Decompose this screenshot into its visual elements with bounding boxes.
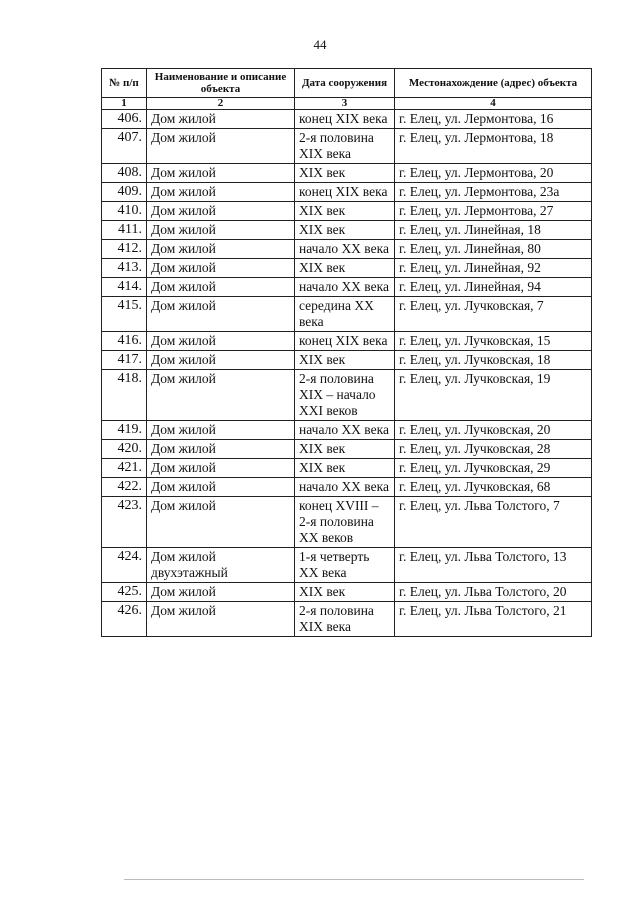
table-row (102, 332, 592, 351)
row-number: 412. (102, 240, 147, 259)
page-number: 44 (313, 37, 327, 52)
column-numbers-row (102, 98, 592, 110)
column-number: 4 (395, 98, 592, 110)
table-row (102, 240, 592, 259)
header-name: Наименование и описание объекта (147, 69, 295, 98)
bottom-rule (124, 879, 584, 880)
construction-date: 2-я половина XIX века (295, 129, 395, 164)
object-address: г. Елец, ул. Льва Толстого, 20 (395, 583, 592, 602)
object-name: Дом жилой (147, 421, 295, 440)
object-address: г. Елец, ул. Лучковская, 68 (395, 478, 592, 497)
construction-date: 2-я половина XIX века (295, 602, 395, 637)
table-row (102, 202, 592, 221)
object-address: г. Елец, ул. Лермонтова, 16 (395, 110, 592, 129)
object-address: г. Елец, ул. Льва Толстого, 21 (395, 602, 592, 637)
construction-date: конец XVIII – 2-я половина XX веков (295, 497, 395, 548)
row-number: 413. (102, 259, 147, 278)
table-body (102, 110, 592, 637)
construction-date: XIX век (295, 440, 395, 459)
table-row (102, 548, 592, 583)
object-name: Дом жилой (147, 370, 295, 421)
object-name: Дом жилой (147, 221, 295, 240)
object-name: Дом жилой (147, 183, 295, 202)
object-address: г. Елец, ул. Лермонтова, 20 (395, 164, 592, 183)
header-date: Дата сооружения (295, 69, 395, 98)
table-row (102, 183, 592, 202)
object-address: г. Елец, ул. Лучковская, 19 (395, 370, 592, 421)
object-name: Дом жилой (147, 497, 295, 548)
table-row (102, 278, 592, 297)
row-number: 415. (102, 297, 147, 332)
construction-date: XIX век (295, 583, 395, 602)
table-row (102, 259, 592, 278)
table-row (102, 221, 592, 240)
object-name: Дом жилой (147, 351, 295, 370)
row-number: 406. (102, 110, 147, 129)
construction-date: начало XX века (295, 240, 395, 259)
row-number: 423. (102, 497, 147, 548)
construction-date: начало XX века (295, 421, 395, 440)
object-name: Дом жилой (147, 332, 295, 351)
object-address: г. Елец, ул. Лучковская, 18 (395, 351, 592, 370)
object-address: г. Елец, ул. Льва Толстого, 13 (395, 548, 592, 583)
row-number: 410. (102, 202, 147, 221)
object-name: Дом жилой (147, 478, 295, 497)
table-row (102, 164, 592, 183)
object-address: г. Елец, ул. Лучковская, 7 (395, 297, 592, 332)
object-name: Дом жилой (147, 440, 295, 459)
row-number: 407. (102, 129, 147, 164)
object-address: г. Елец, ул. Льва Толстого, 7 (395, 497, 592, 548)
construction-date: середина XX века (295, 297, 395, 332)
construction-date: XIX век (295, 221, 395, 240)
object-name: Дом жилой (147, 240, 295, 259)
row-number: 416. (102, 332, 147, 351)
object-address: г. Елец, ул. Лучковская, 29 (395, 459, 592, 478)
object-address: г. Елец, ул. Лермонтова, 23а (395, 183, 592, 202)
table-row (102, 440, 592, 459)
column-number: 3 (295, 98, 395, 110)
object-name: Дом жилой (147, 259, 295, 278)
object-name: Дом жилой (147, 583, 295, 602)
object-address: г. Елец, ул. Линейная, 92 (395, 259, 592, 278)
object-name: Дом жилой (147, 297, 295, 332)
row-number: 409. (102, 183, 147, 202)
row-number: 426. (102, 602, 147, 637)
object-address: г. Елец, ул. Лучковская, 28 (395, 440, 592, 459)
table-row (102, 421, 592, 440)
table-row (102, 129, 592, 164)
table-header-row (102, 69, 592, 98)
table-row (102, 297, 592, 332)
construction-date: 2-я половина XIX – начало XXI веков (295, 370, 395, 421)
row-number: 425. (102, 583, 147, 602)
construction-date: 1-я четверть XX века (295, 548, 395, 583)
object-address: г. Елец, ул. Лучковская, 15 (395, 332, 592, 351)
column-number: 1 (102, 98, 147, 110)
object-address: г. Елец, ул. Лучковская, 20 (395, 421, 592, 440)
header-location: Местонахождение (адрес) объекта (395, 69, 592, 98)
construction-date: XIX век (295, 259, 395, 278)
object-address: г. Елец, ул. Лермонтова, 18 (395, 129, 592, 164)
table-row (102, 478, 592, 497)
table-row (102, 602, 592, 637)
construction-date: начало XX века (295, 278, 395, 297)
header-num: № п/п (102, 69, 147, 98)
table-row (102, 351, 592, 370)
row-number: 424. (102, 548, 147, 583)
row-number: 421. (102, 459, 147, 478)
object-name: Дом жилой (147, 129, 295, 164)
row-number: 417. (102, 351, 147, 370)
object-address: г. Елец, ул. Лермонтова, 27 (395, 202, 592, 221)
construction-date: XIX век (295, 202, 395, 221)
construction-date: начало XX века (295, 478, 395, 497)
row-number: 420. (102, 440, 147, 459)
row-number: 419. (102, 421, 147, 440)
object-name: Дом жилой (147, 202, 295, 221)
construction-date: XIX век (295, 459, 395, 478)
row-number: 414. (102, 278, 147, 297)
object-address: г. Елец, ул. Линейная, 18 (395, 221, 592, 240)
construction-date: конец XIX века (295, 110, 395, 129)
table-row (102, 110, 592, 129)
heritage-objects-table (101, 68, 592, 637)
object-name: Дом жилой (147, 602, 295, 637)
object-address: г. Елец, ул. Линейная, 80 (395, 240, 592, 259)
object-name: Дом жилой (147, 459, 295, 478)
row-number: 411. (102, 221, 147, 240)
construction-date: конец XIX века (295, 332, 395, 351)
construction-date: XIX век (295, 164, 395, 183)
object-name: Дом жилой двухэтажный (147, 548, 295, 583)
table-row (102, 370, 592, 421)
row-number: 418. (102, 370, 147, 421)
object-address: г. Елец, ул. Линейная, 94 (395, 278, 592, 297)
row-number: 408. (102, 164, 147, 183)
table-row (102, 497, 592, 548)
table-row (102, 459, 592, 478)
construction-date: конец XIX века (295, 183, 395, 202)
object-name: Дом жилой (147, 278, 295, 297)
column-number: 2 (147, 98, 295, 110)
row-number: 422. (102, 478, 147, 497)
object-name: Дом жилой (147, 164, 295, 183)
object-name: Дом жилой (147, 110, 295, 129)
table-row (102, 583, 592, 602)
construction-date: XIX век (295, 351, 395, 370)
